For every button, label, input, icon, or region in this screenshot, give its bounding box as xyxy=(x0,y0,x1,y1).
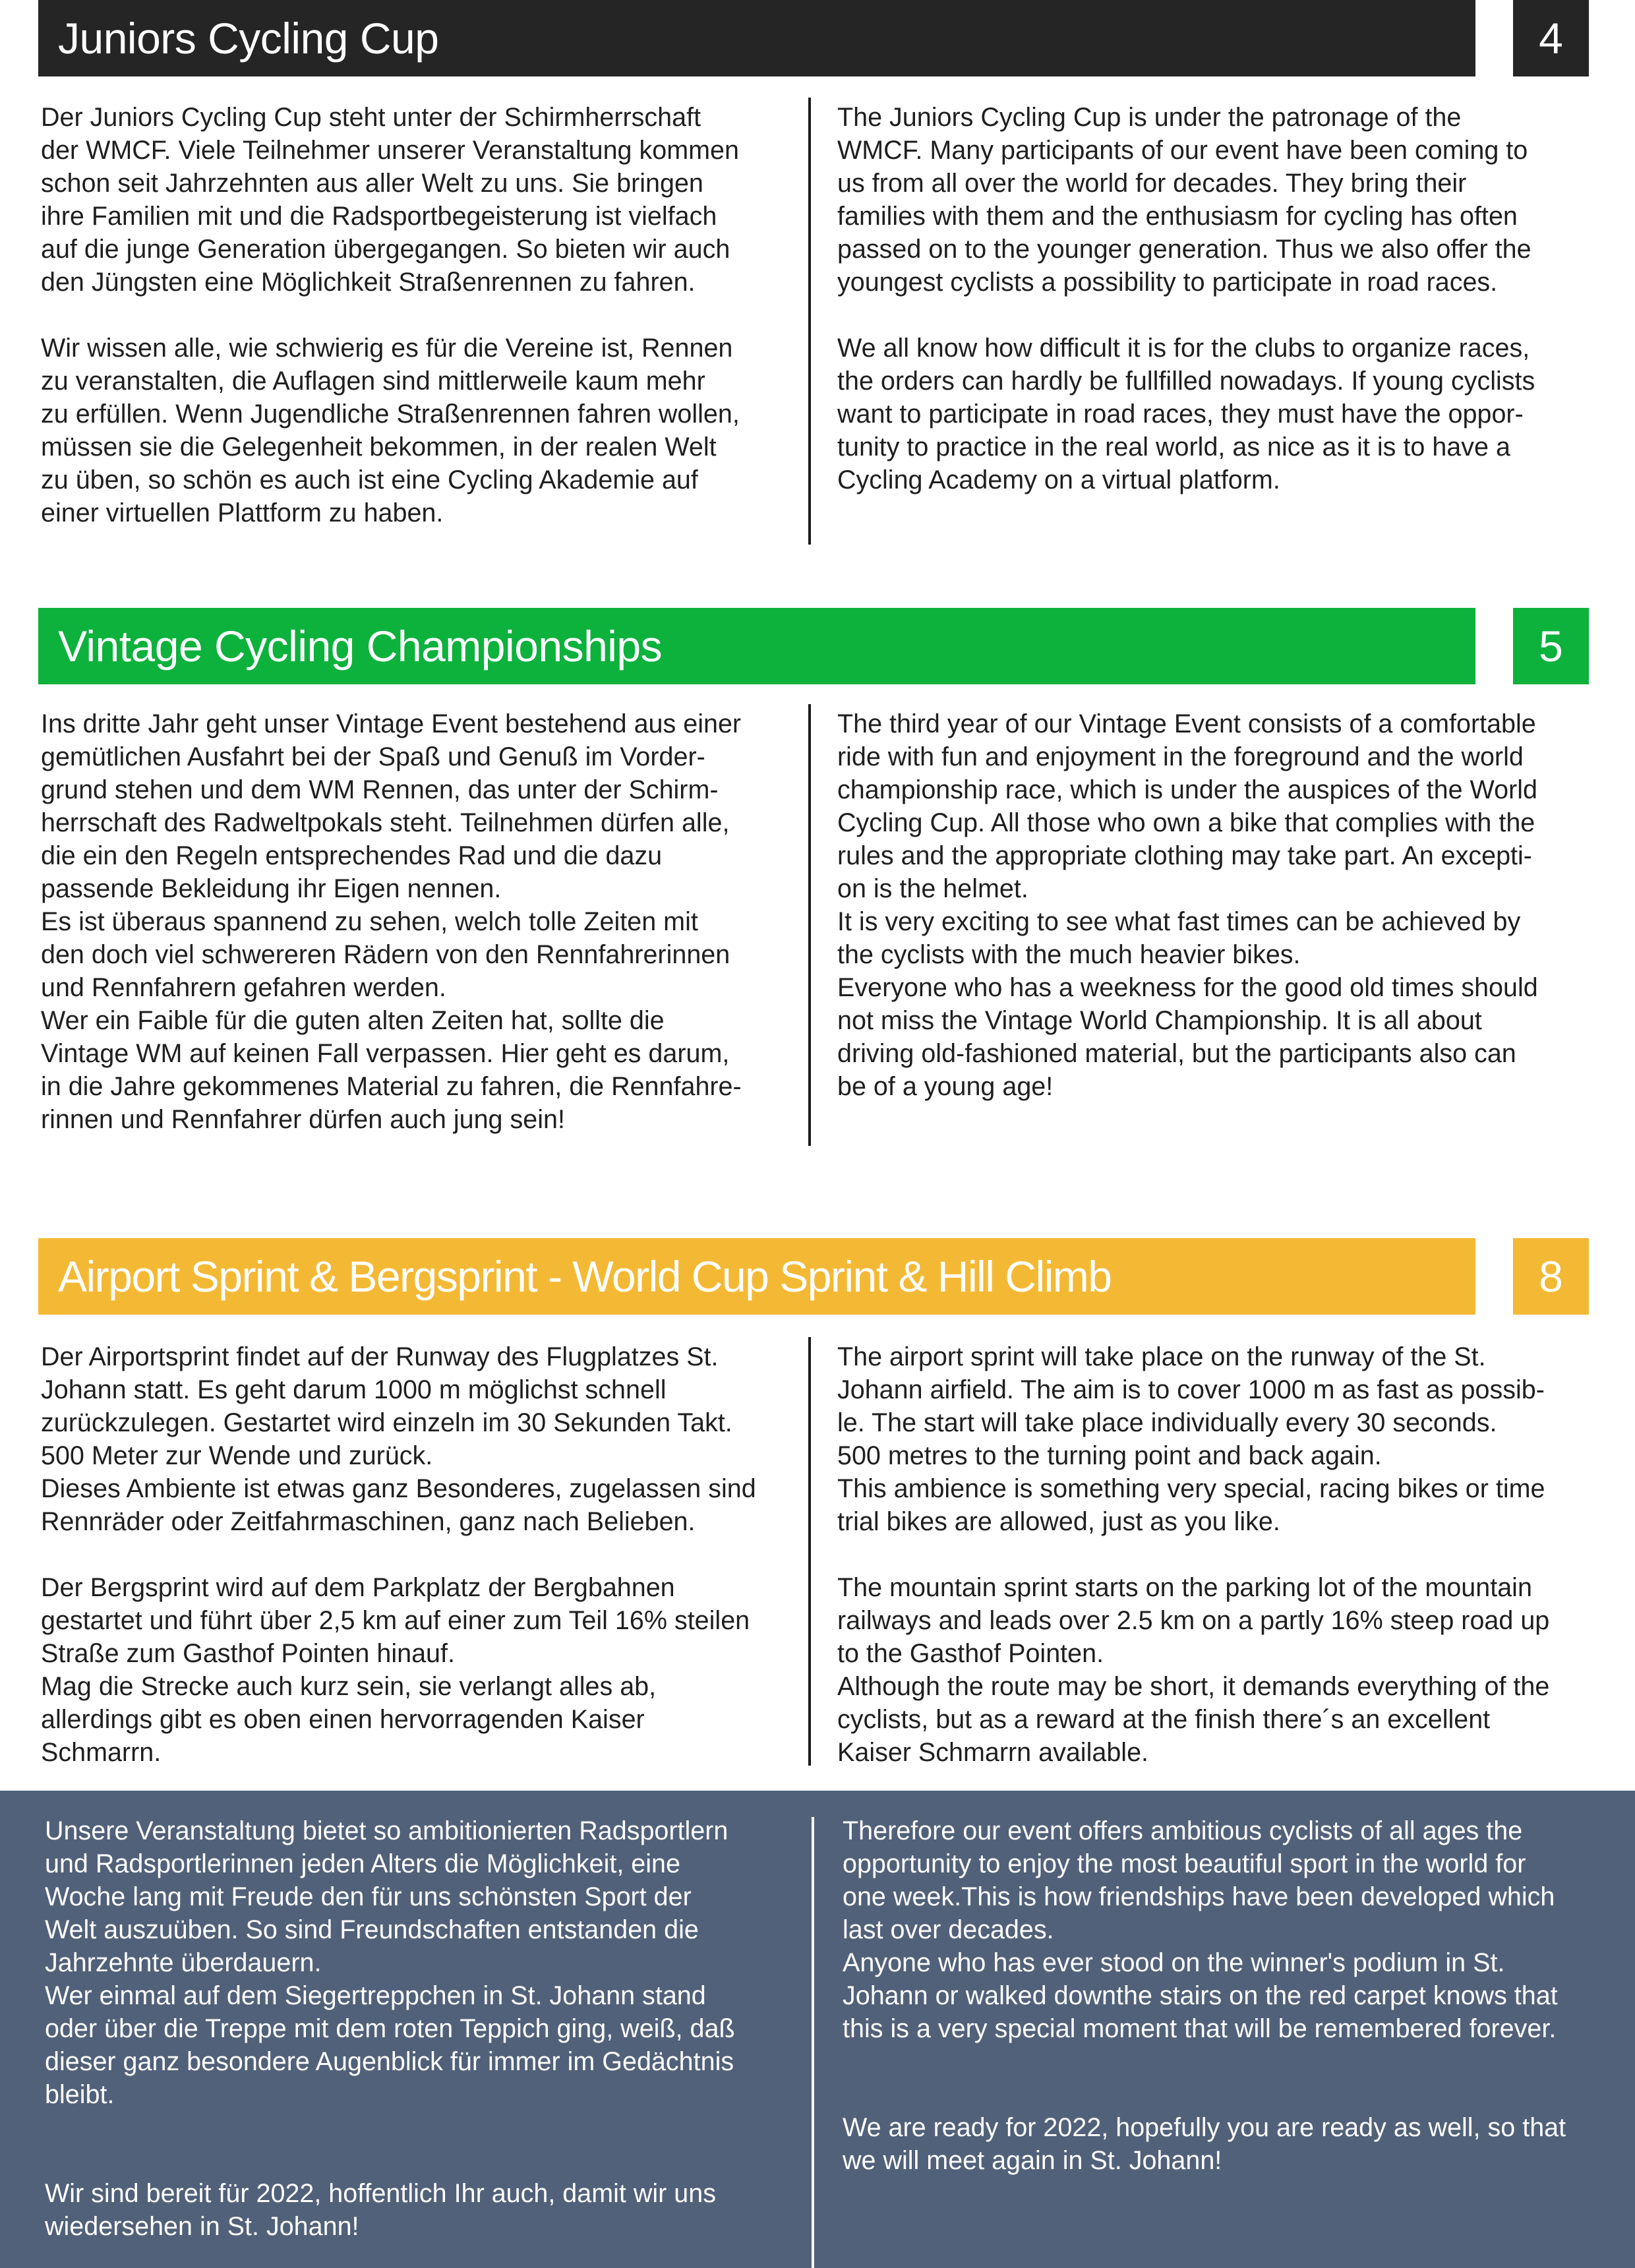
section-title: Vintage Cycling Championships xyxy=(58,622,663,671)
section-title: Juniors Cycling Cup xyxy=(58,14,439,63)
section-header-airport-sprint xyxy=(38,1238,1475,1315)
column-divider xyxy=(808,98,811,545)
section-header-vintage xyxy=(38,608,1475,684)
section-title: Airport Sprint & Bergsprint - World Cup Sprint & Hill Climb xyxy=(58,1252,1112,1301)
footer-panel xyxy=(0,1791,1635,2268)
section-number-badge: 5 xyxy=(1513,608,1589,684)
footer-english-text: Therefore our event offers ambitious cyclists of all ages the opportunity to enjoy the most beautiful sport in the world for one week.This is how friendships have been developed which last over decades. Anyone who has ever stood on the winner's podium in St. Johann or walked downthe stairs on the red carpet knows that this is a very special moment that will be remembered forever. We are ready for 2022, hopefully you are ready as well, so that we will meet again in St. Johann! xyxy=(843,1816,1566,2175)
german-text: Ins dritte Jahr geht unser Vintage Event bestehend aus einer gemütlichen Ausfahrt bei der Spaß und Genuß im Vorder- grund stehen und dem WM Rennen, das unter der Schirm- herrschaft des Radweltpokals steht. Teilnehmen dürfen alle, die ein den Regeln entsprechendes Rad und die dazu passende Bekleidung ihr Eigen nennen. Es ist überaus spannend zu sehen, welch tolle Zeiten mit den doch viel schwereren Rädern von den Rennfahrerinnen und Rennfahrern gefahren werden. Wer ein Faible für die guten alten Zeiten hat, sollte die Vintage WM auf keinen Fall verpassen. Hier geht es darum, in die Jahre gekommenes Material zu fahren, die Rennfahre- rinnen und Rennfahrer dürfen auch jung sein! xyxy=(41,709,742,1134)
english-text: The airport sprint will take place on the runway of the St. Johann airfield. The aim is to cover 1000 m as fast as possib- le. The start will take place individually every 30 seconds. 500 metres to the turning point and back again. This ambience is something very special, racing bikes or time trial bikes are allowed, just as you like. The mountain sprint starts on the parking lot of the mountain railways and leads over 2.5 km on a partly 16% steep road up to the Gasthof Pointen. Although the route may be short, it demands everything of the cyclists, but as a reward at the finish there´s an excellent Kaiser Schmarrn available. xyxy=(837,1342,1550,1767)
footer-column-divider xyxy=(812,1817,814,2268)
english-text: The Juniors Cycling Cup is under the patronage of the WMCF. Many participants of our event have been coming to us from all over the world for decades. They bring their families with them and the enthusiasm for cycling has often passed on to the younger generation. Thus we also offer the youngest cyclists a possibility to participate in road races. We all know how difficult it is for the clubs to organize races, the orders can hardly be fullfilled nowadays. If young cyclists want to participate in road races, they must have the oppor- tunity to practice in the real world, as nice as it is to have a Cycling Academy on a virtual platform. xyxy=(837,103,1535,494)
column-divider xyxy=(808,1337,811,1766)
footer-german-text: Unsere Veranstaltung bietet so ambitionierten Radsportlern und Radsportlerinnen jeden Alters die Möglichkeit, eine Woche lang mit Freude den für uns schönsten Sport der Welt auszuüben. So sind Freundschaften entstanden die Jahrzehnte überdauern. Wer einmal auf dem Siegertreppchen in St. Johann stand oder über die Treppe mit dem roten Teppich ging, weiß, daß dieser ganz besondere Augenblick für immer im Gedächtnis bleibt. Wir sind bereit für 2022, hoffentlich Ihr auch, damit wir uns wiedersehen in St. Johann! xyxy=(45,1816,735,2241)
english-text: The third year of our Vintage Event consists of a comfortable ride with fun and enjoyment in the foreground and the world championship race, which is under the auspices of the World Cycling Cup. All those who own a bike that complies with the rules and the appropriate clothing may take part. An excepti- on is the helmet. It is very exciting to see what fast times can be achieved by the cyclists with the much heavier bikes. Everyone who has a weekness for the good old times should not miss the Vintage World Championship. It is all about driving old-fashioned material, but the participants also can be of a young age! xyxy=(837,709,1538,1101)
section-number-badge: 4 xyxy=(1513,0,1589,76)
german-text: Der Airportsprint findet auf der Runway des Flugplatzes St. Johann statt. Es geht darum 1000 m möglichst schnell zurückzulegen. Gestartet wird einzeln im 30 Sekunden Takt. 500 Meter zur Wende und zurück. Dieses Ambiente ist etwas ganz Besonderes, zugelassen sind Rennräder oder Zeitfahrmaschinen, ganz nach Belieben. Der Bergsprint wird auf dem Parkplatz der Bergbahnen gestartet und führt über 2,5 km auf einer zum Teil 16% steilen Straße zum Gasthof Pointen hinauf. Mag die Strecke auch kurz sein, sie verlangt alles ab, allerdings gibt es oben einen hervorragenden Kaiser Schmarrn. xyxy=(41,1342,756,1767)
section-header-juniors xyxy=(38,0,1475,76)
column-divider xyxy=(808,704,811,1146)
section-number-badge: 8 xyxy=(1513,1238,1589,1315)
german-text: Der Juniors Cycling Cup steht unter der Schirmherrschaft der WMCF. Viele Teilnehmer unserer Veranstaltung kommen schon seit Jahrzehnten aus aller Welt zu uns. Sie bringen ihre Familien mit und die Radsportbegeisterung ist vielfach auf die junge Generation übergegangen. So bieten wir auch den Jüngsten eine Möglichkeit Straßenrennen zu fahren. Wir wissen alle, wie schwierig es für die Vereine ist, Rennen zu veranstalten, die Auflagen sind mittlerweile kaum mehr zu erfüllen. Wenn Jugendliche Straßenrennen fahren wollen, müssen sie die Gelegenheit bekommen, in der realen Welt zu üben, so schön es auch ist eine Cycling Akademie auf einer virtuellen Plattform zu haben. xyxy=(41,103,740,527)
